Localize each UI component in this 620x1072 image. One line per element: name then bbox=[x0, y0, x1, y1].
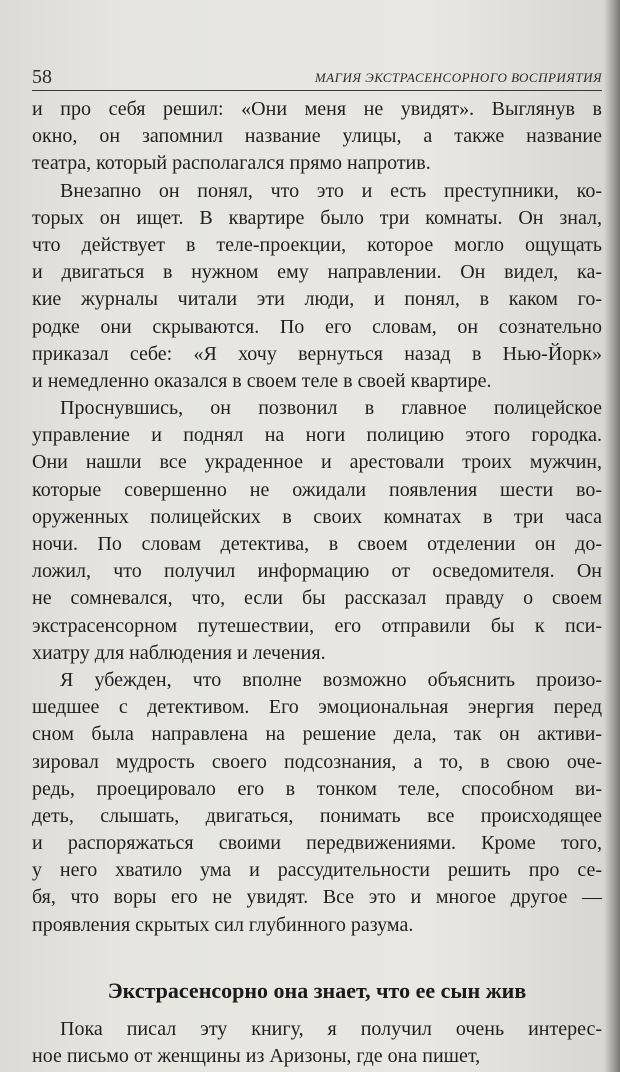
paragraph bbox=[32, 1016, 602, 1070]
text-line: ное письмо от женщины из Аризоны, где она пишет, bbox=[32, 1045, 481, 1068]
text-line: управление и поднял на ноги полицию этого городка. bbox=[32, 424, 602, 447]
text-line: сном была направлена на решение дела, так он активи- bbox=[32, 723, 602, 746]
text-line: которые совершенно не ожидали появления шести во- bbox=[32, 478, 602, 501]
text-line: и про себя решил: «Они меня не увидят». Выглянув в bbox=[32, 98, 602, 120]
text-line: оруженных полицейских в своих комнатах в три часа bbox=[32, 505, 602, 528]
text-line: шедшее с детективом. Его эмоциональная энергия перед bbox=[32, 696, 602, 719]
text-line: что действует в теле-проекции, которое могло ощущать bbox=[32, 233, 602, 256]
paragraph bbox=[32, 667, 602, 939]
text-line: хиатру для наблюдения и лечения. bbox=[32, 641, 326, 664]
text-line: Внезапно он понял, что это и есть преступники, ко- bbox=[60, 179, 602, 202]
text-line: родке они скрываются. По его словам, он сознательно bbox=[32, 315, 602, 338]
text-line: не сомневался, что, если бы рассказал правду о своем bbox=[32, 587, 602, 610]
text-line: Я убежден, что вполне возможно объяснить произо- bbox=[60, 668, 602, 691]
paragraph bbox=[32, 178, 602, 396]
section-heading: Экстрасенсорно она знает, что ее сын жив bbox=[107, 978, 527, 1003]
text-line: деть, слышать, двигаться, понимать все происходящее bbox=[32, 804, 602, 827]
text-line: театра, который располагался прямо напротив. bbox=[32, 152, 431, 175]
text-line: экстрасенсорном путешествии, его отправили бы к пси- bbox=[32, 614, 602, 637]
text-line: редь, проецировало его в тонком теле, способном ви- bbox=[32, 777, 602, 800]
text-line: и распоряжаться своими передвижениями. Кроме того, bbox=[32, 832, 602, 855]
text-line: и немедленно оказался в своем теле в своей квартире. bbox=[32, 369, 492, 392]
page-header bbox=[32, 64, 602, 94]
header-rule bbox=[32, 90, 602, 91]
text-line: бя, что воры его не увидят. Все это и многое другое — bbox=[32, 886, 602, 909]
body-text bbox=[32, 96, 602, 939]
tail-paragraph bbox=[32, 1016, 602, 1070]
text-line: проявления скрытых сил глубинного разума. bbox=[32, 913, 414, 936]
text-line: Проснувшись, он позвонил в главное полицейское bbox=[60, 397, 602, 420]
paragraph bbox=[32, 96, 602, 178]
binding-shadow bbox=[604, 0, 620, 1072]
text-line: окно, он запомнил название улицы, а также название bbox=[32, 125, 602, 148]
text-line: приказал себе: «Я хочу вернуться назад в Нью-Йорк» bbox=[32, 342, 602, 365]
text-line: и двигаться в нужном ему направлении. Он видел, ка- bbox=[32, 261, 602, 284]
running-title: МАГИЯ ЭКСТРАСЕНСОРНОГО ВОСПРИЯТИЯ bbox=[314, 70, 602, 85]
text-line: Пока писал эту книгу, я получил очень интерес- bbox=[60, 1018, 602, 1040]
text-line: ложил, что получил информацию от осведомителя. Он bbox=[32, 560, 602, 583]
paragraph bbox=[32, 395, 602, 667]
text-line: торых он ищет. В квартире было три комнаты. Он знал, bbox=[32, 206, 602, 229]
page-number: 58 bbox=[32, 66, 52, 88]
text-line: ночи. По словам детектива, в своем отделении он до- bbox=[32, 533, 602, 555]
text-line: кие журналы читали эти люди, и понял, в каком го- bbox=[32, 288, 602, 311]
text-line: Они нашли все украденное и арестовали троих мужчин, bbox=[32, 451, 602, 474]
text-line: зировал мудрость своего подсознания, а то, в свою оче- bbox=[32, 750, 602, 773]
text-line: у него хватило ума и рассудительности решить про се- bbox=[32, 859, 602, 882]
